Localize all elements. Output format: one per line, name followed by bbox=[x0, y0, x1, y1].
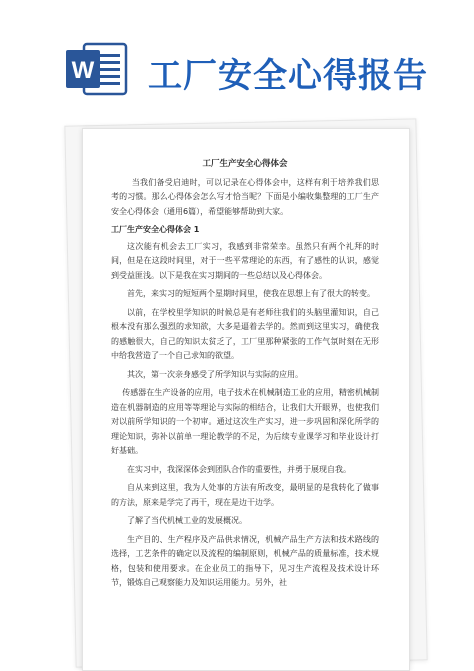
body-paragraph: 了解了当代机械工业的发展概况。 bbox=[127, 516, 247, 525]
section-title: 工厂生产安全心得体会 1 bbox=[111, 225, 200, 234]
body-paragraph: 传感器在生产设备的应用，电子技术在机械制造工业的应用，精密机械制造在机器制造的应用等等理论与实际的相结合，让我们大开眼界，也使我们对以前所学知识的一个初审。通过这次生产实习，进一步巩固和深化所学的理论知识，弥补以前单一理论教学的不足，为后续专业课学习和毕业设计打好基础。 bbox=[111, 388, 379, 455]
banner-title: 工厂安全心得报告 bbox=[148, 56, 428, 96]
intro-paragraph: 当我们备受启迪时，可以记录在心得体会中，这样有利于培养我们思考的习惯。那么心得体会怎么写才恰当呢？下面是小编收集整理的工厂生产安全心得体会（通用6篇），希望能够帮助到大家。 bbox=[111, 177, 379, 216]
word-logo-letter: W bbox=[71, 57, 95, 84]
document-content bbox=[111, 157, 379, 595]
body-paragraph: 这次能有机会去工厂实习，我感到非常荣幸。虽然只有两个礼拜的时间，但是在这段时间里，对于一些平常理论的东西，有了感性的认识，感觉到受益匪浅。以下是我在实习期间的一些总结以及心得体会。 bbox=[111, 241, 379, 280]
body-paragraph: 其次，第一次亲身感受了所学知识与实际的应用。 bbox=[127, 369, 303, 379]
body-paragraph: 在实习中，我深深体会到团队合作的重要性，并勇于展现自我。 bbox=[127, 464, 351, 474]
document-title: 工厂生产安全心得体会 bbox=[202, 159, 288, 169]
body-paragraph: 生产目的、生产程序及产品供求情况，机械产品生产方法和技术路线的选择，工艺条件的确定以及流程的编制原则，机械产品的质量标准，技术规格，包装和使用要求。在企业员工的指导下，见习生产流程及技术设计环节，锻炼自己观察能力及知识运用能力。另外，社 bbox=[111, 534, 379, 587]
word-icon bbox=[64, 40, 128, 98]
header-banner bbox=[0, 0, 474, 110]
body-paragraph: 以前，在学校里学知识的时候总是有老师往我们的头脑里灌知识，自己根本没有那么强烈的求知欲，大多是逼着去学的。然而到这里实习，确使我的感触很大，自己的知识太贫乏了，工厂里那种紧张的工作气氛时刻在无形中给我营造了一个自己求知的欲望。 bbox=[111, 307, 379, 360]
body-paragraph: 自从来到这里，我为人处事的方法有所改变，最明显的是我转化了做事的方法，原来是学完了再干，现在是边干边学。 bbox=[111, 483, 379, 507]
document-page bbox=[82, 128, 410, 671]
body-paragraph: 首先，来实习的短短两个星期时间里，使我在思想上有了很大的转变。 bbox=[127, 289, 375, 298]
